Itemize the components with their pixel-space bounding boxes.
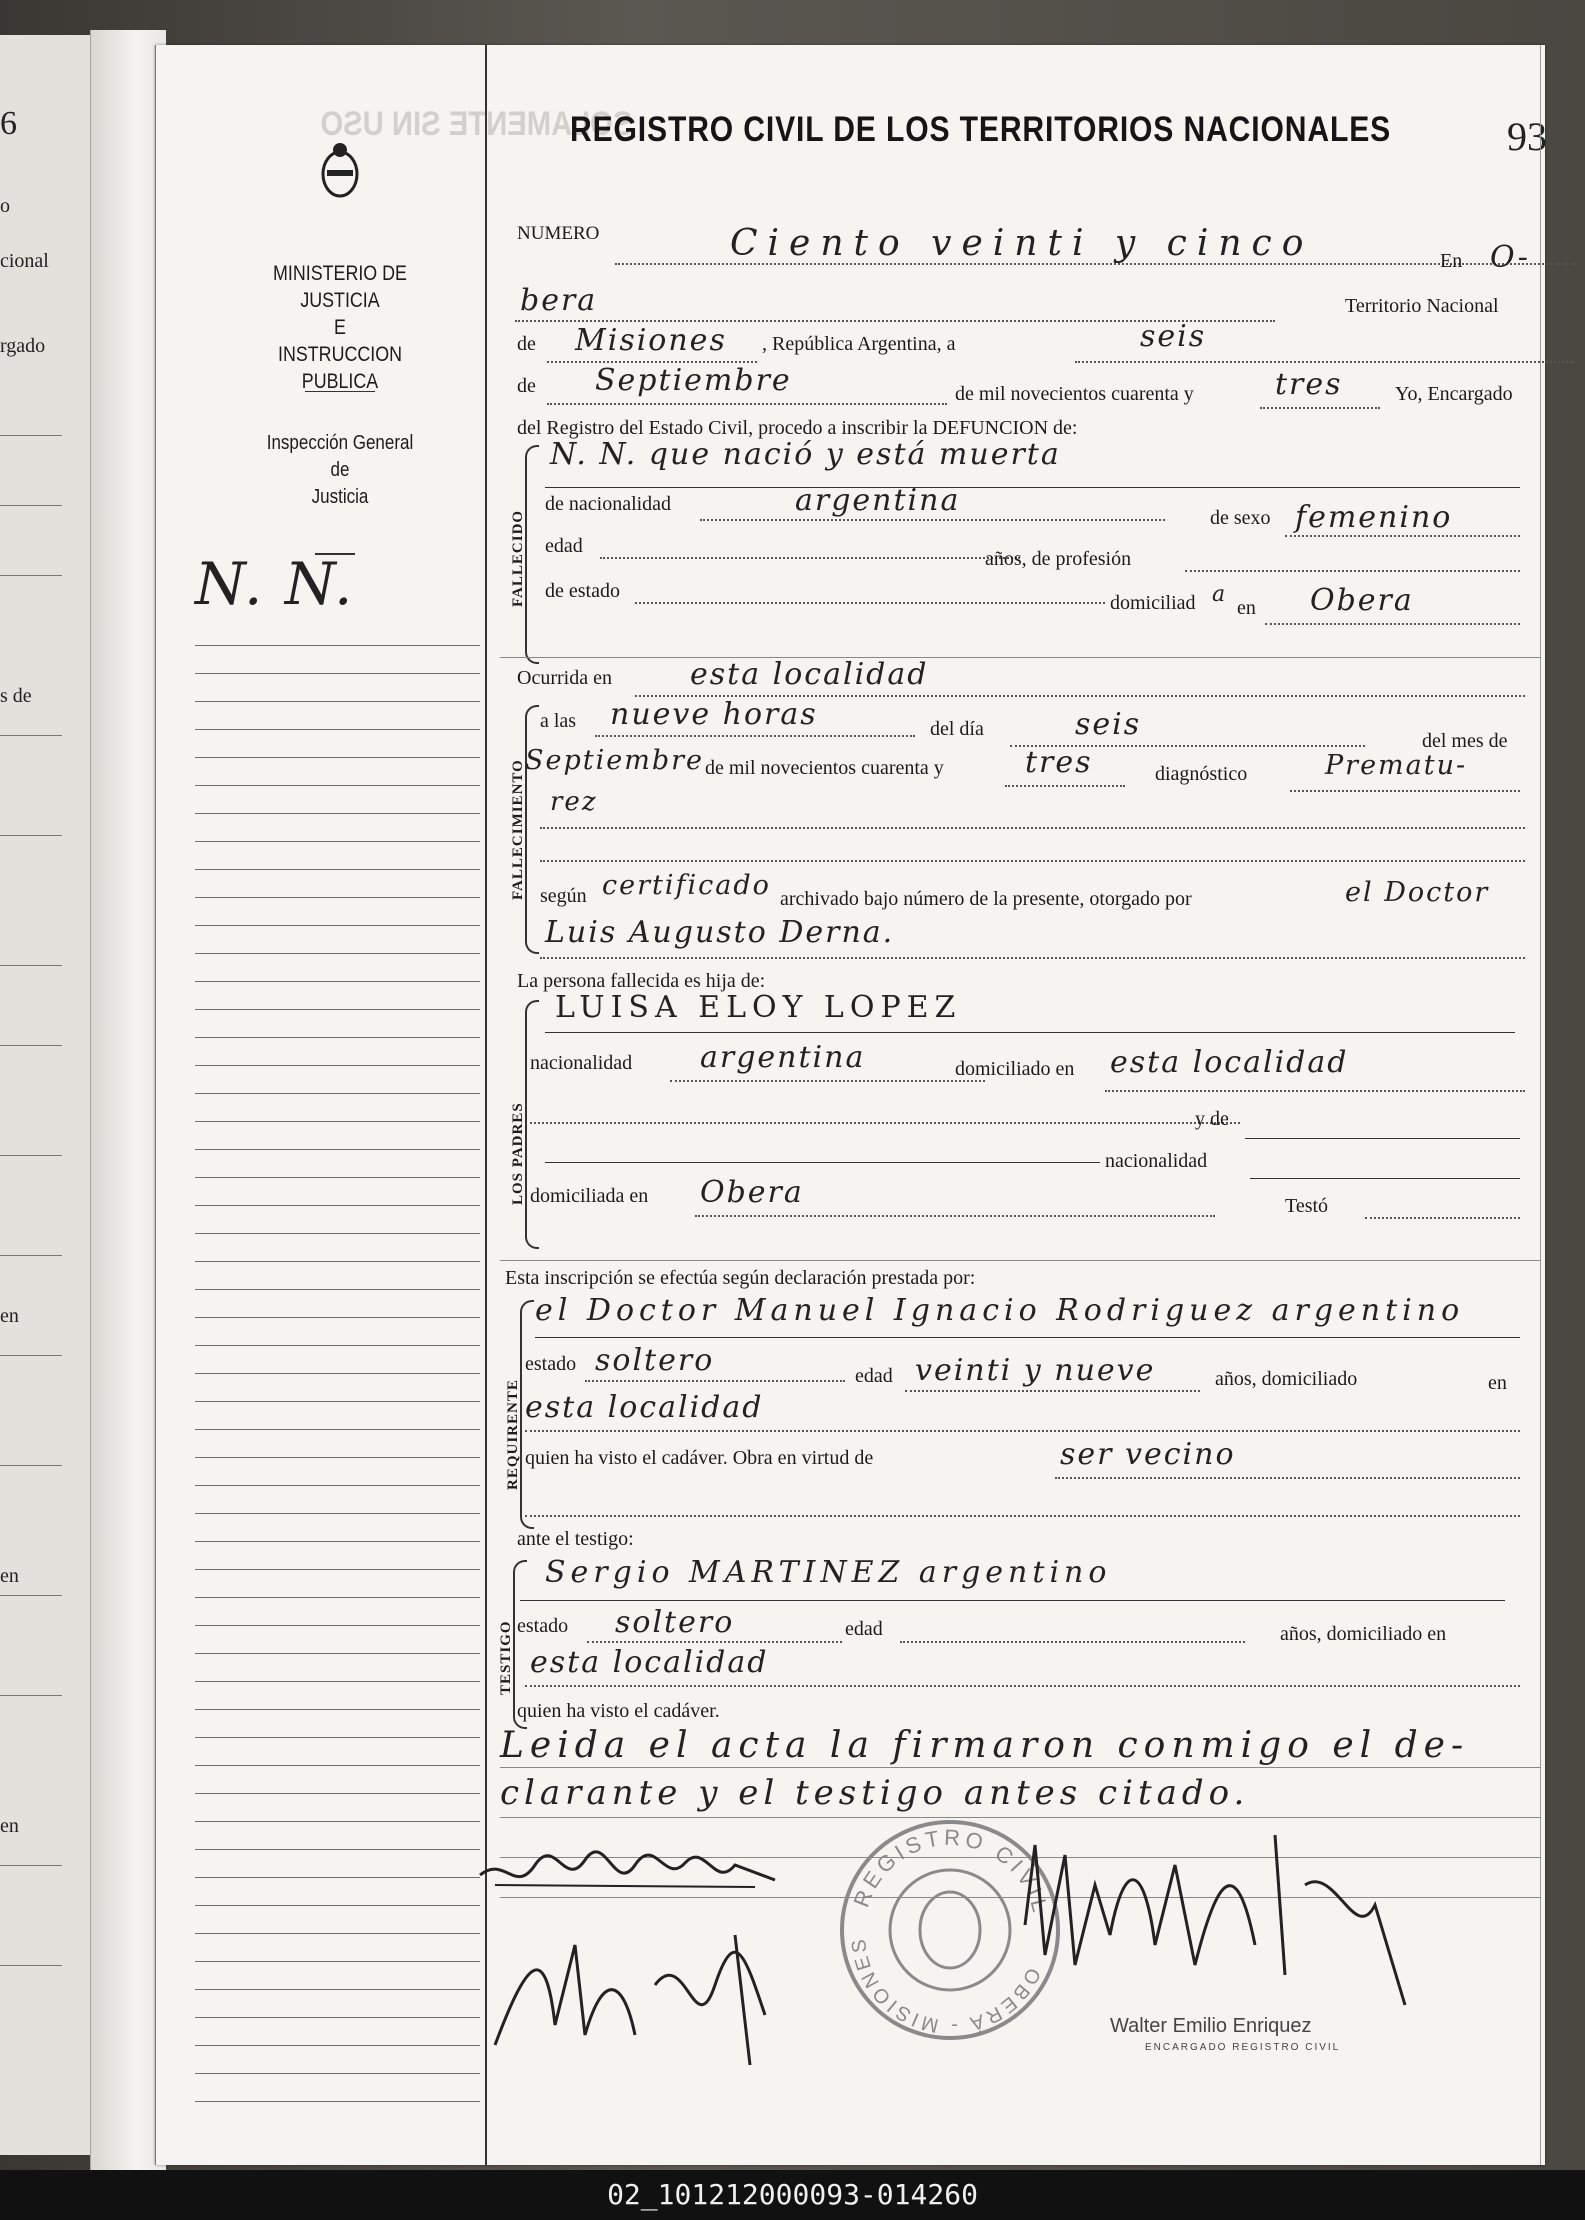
padre-domicilio: esta localidad <box>1110 1045 1349 1080</box>
mes-value-2: Septiembre <box>525 745 704 776</box>
madre-domicilio: Obera <box>700 1175 804 1210</box>
margin-rule <box>195 757 480 758</box>
left-fragment: en <box>0 1815 19 1837</box>
en-value: O- <box>1490 240 1530 275</box>
margin-rule <box>195 1737 480 1738</box>
margin-rule <box>195 841 480 842</box>
closing-line-1: Leida el acta la firmaron conmigo el de- <box>500 1725 1470 1766</box>
margin-rule <box>195 1373 480 1374</box>
registro-label: del Registro del Estado Civil, procedo a inscribir la DEFUNCION de: <box>517 417 1078 439</box>
requirente-nombre: el Doctor Manuel Ignacio Rodriguez argentino <box>535 1293 1465 1328</box>
margin-rule <box>195 1989 480 1990</box>
margin-rule <box>195 1457 480 1458</box>
margin-rule <box>195 1093 480 1094</box>
margin-rule <box>195 645 480 646</box>
diagnostico-value: Prematu- <box>1325 750 1468 781</box>
margin-rule <box>195 1681 480 1682</box>
register-title: REGISTRO CIVIL DE LOS TERRITORIOS NACIONALES <box>570 110 1392 149</box>
margin-rule <box>195 1821 480 1822</box>
margin-rule <box>195 1037 480 1038</box>
side-label-fallecimiento: FALLECIMIENTO <box>510 759 526 900</box>
margin-rule <box>195 1597 480 1598</box>
margin-rule <box>195 1653 480 1654</box>
inspection-block: Inspección General de Justicia <box>266 432 414 508</box>
margin-rule <box>195 1345 480 1346</box>
territorio-label: Territorio Nacional <box>1345 295 1499 317</box>
medico-value: el Doctor <box>1345 877 1490 908</box>
margin-rule <box>195 1877 480 1878</box>
margin-rule <box>195 1121 480 1122</box>
margin-rule <box>195 981 480 982</box>
ocurrida-value: esta localidad <box>690 657 929 692</box>
left-fragment: s de <box>0 685 32 707</box>
margin-rule <box>195 1961 480 1962</box>
margin-rule <box>195 1177 480 1178</box>
side-label-testigo: TESTIGO <box>498 1620 514 1695</box>
register-page: SOLAMENTE SIN USO REGISTRO CIVIL DE LOS TERRITORIOS NACIONALES 93 MINISTERIO DE JUSTICIA E INSTRUCCION PUBLICA Inspección General de Justicia N. N. NUMERO Ciento veinti y cinco En O- bera Territorio Nacional de Misiones , República Argentina, a seis de Septiembre de mil novecientos cuarenta y tres Yo, Encargado del Registro del Estado Civil, procedo a inscribir la DEFUNCION de: FALLECIDO N. N. que nació y está muerta de nacionalidad argentina de sexo femenino edad años, de profesión de estado domiciliad a en Obera Ocurrida en esta localidad FALLECIMIENTO a las nueve horas del día seis del mes de Septiembre de mil novecientos cuarenta y tres diagnóstico Prematu- rez según certificado archivado bajo número de la presente, otorgado por el Doctor Luis Augusto Derna. La persona fallecida es hija de: LOS PADRES LUISA ELOY LOPEZ nacionalidad argentina domiciliado en esta localidad y de nacionalidad domiciliada en Obera Testó Esta inscripción se efectúa según declaración prestada por: REQUIRENTE el Doctor Manuel Ignacio Rodriguez argentino estado soltero edad veinti y nueve años, domiciliado en esta localidad quien ha visto el cadáver. Obra en virtud de ser vecino ante el testigo: TESTIGO Sergio MARTINEZ argentino estado soltero edad años, domiciliado en esta localidad quien ha visto el cadáver. Leida el acta la firmaron conmigo el de- clarante y el testigo antes citado. REGISTRO CIVIL OBERÁ - MISIONES Walter Emilio Enriquez ENCARGADO REGISTRO CIVIL <box>155 45 1545 2165</box>
requirente-domicilio: esta localidad <box>525 1390 764 1425</box>
requirente-edad: veinti y nueve <box>915 1353 1156 1388</box>
lugar-value: bera <box>520 283 598 318</box>
margin-rule <box>195 1289 480 1290</box>
hora-value: nueve horas <box>610 697 818 732</box>
margin-rule <box>195 1765 480 1766</box>
medico-value-2: Luis Augusto Derna. <box>545 915 895 950</box>
side-label-requirente: REQUIRENTE <box>505 1379 521 1490</box>
testigo-nombre: Sergio MARTINEZ argentino <box>545 1555 1112 1590</box>
certificado-value: certificado <box>602 870 771 901</box>
margin-rule <box>195 785 480 786</box>
diagnostico-value-2: rez <box>550 787 598 817</box>
anio-value-2: tres <box>1025 745 1093 780</box>
adjacent-page <box>0 35 92 2155</box>
margin-rule <box>195 1429 480 1430</box>
margin-rule <box>195 729 480 730</box>
margin-rule <box>195 897 480 898</box>
margin-rule <box>195 2045 480 2046</box>
margin-rule <box>195 2073 480 2074</box>
left-fragment: cional <box>0 250 49 272</box>
page-number: 93 <box>1507 114 1547 159</box>
mes-value: Septiembre <box>595 363 792 398</box>
margin-rule <box>195 1205 480 1206</box>
margin-rule <box>195 953 480 954</box>
left-fragment: rgado <box>0 335 46 357</box>
margin-rule <box>195 1793 480 1794</box>
margin-rule <box>195 673 480 674</box>
margin-rule <box>195 1541 480 1542</box>
testigo-domicilio: esta localidad <box>530 1645 769 1680</box>
margin-note: N. N. <box>195 550 355 618</box>
margin-rule <box>195 1009 480 1010</box>
fallecido-nombre: N. N. que nació y está muerta <box>550 437 1061 472</box>
padre-nacionalidad: argentina <box>700 1040 866 1075</box>
side-label-fallecido: FALLECIDO <box>510 509 526 607</box>
nacionalidad-value: argentina <box>795 483 961 518</box>
left-fragment: o <box>0 195 10 217</box>
ministry-block: MINISTERIO DE JUSTICIA E INSTRUCCION PUBLICA <box>273 262 407 393</box>
declarant-signature <box>475 1835 795 1915</box>
margin-rule <box>195 1485 480 1486</box>
coat-of-arms-icon <box>315 140 365 200</box>
dia-value-2: seis <box>1075 707 1142 742</box>
margin-rule <box>195 1317 480 1318</box>
margin-rule <box>195 1709 480 1710</box>
margin-rule <box>195 925 480 926</box>
stamp-bottom-text: OBERÁ - MISIONES <box>847 1935 1045 2038</box>
side-label-padres: LOS PADRES <box>510 1102 526 1205</box>
margin-rule <box>195 869 480 870</box>
anio-value: tres <box>1275 367 1343 402</box>
margin-rule <box>195 1513 480 1514</box>
testigo-estado: soltero <box>615 1605 735 1640</box>
margin-rule <box>195 1849 480 1850</box>
margin-rule <box>195 1933 480 1934</box>
margin-rule <box>195 1569 480 1570</box>
en-label: En <box>1440 250 1463 272</box>
left-fragment: 6 <box>0 105 17 142</box>
left-fragment: en <box>0 1305 19 1327</box>
scan-caption: 02_101212000093-014260 <box>0 2170 1585 2220</box>
padre-nombre: LUISA ELOY LOPEZ <box>555 990 962 1025</box>
registrar-name: Walter Emilio Enriquez <box>1110 2015 1312 2037</box>
stamp-top-text: REGISTRO CIVIL <box>848 1824 1054 1919</box>
numero-value: Ciento veinti y cinco <box>730 223 1314 264</box>
requirente-obra: ser vecino <box>1060 1437 1236 1472</box>
margin-rule <box>195 701 480 702</box>
provincia-value: Misiones <box>575 323 727 358</box>
margin-rule <box>195 1905 480 1906</box>
margin-rule <box>195 1261 480 1262</box>
margin-rule <box>195 1149 480 1150</box>
dia-value: seis <box>1140 319 1207 354</box>
closing-line-2: clarante y el testigo antes citado. <box>500 1773 1250 1813</box>
margin-rule <box>195 1401 480 1402</box>
margin-rule <box>195 1625 480 1626</box>
witness-signature <box>485 1925 825 2075</box>
registrar-title: ENCARGADO REGISTRO CIVIL <box>1145 2042 1341 2053</box>
bleed-through-text: SOLAMENTE SIN USO <box>320 105 633 143</box>
margin-rule <box>195 1233 480 1234</box>
margin-rule <box>195 2101 480 2102</box>
registrar-signature <box>1015 1825 1435 2045</box>
numero-label: NUMERO <box>517 223 600 244</box>
sexo-value: femenino <box>1295 500 1453 535</box>
left-fragment: en <box>0 1565 19 1587</box>
margin-rule <box>195 813 480 814</box>
domicilio-value: Obera <box>1310 583 1414 618</box>
requirente-estado: soltero <box>595 1343 715 1378</box>
margin-rule <box>195 1065 480 1066</box>
margin-rule <box>195 2017 480 2018</box>
